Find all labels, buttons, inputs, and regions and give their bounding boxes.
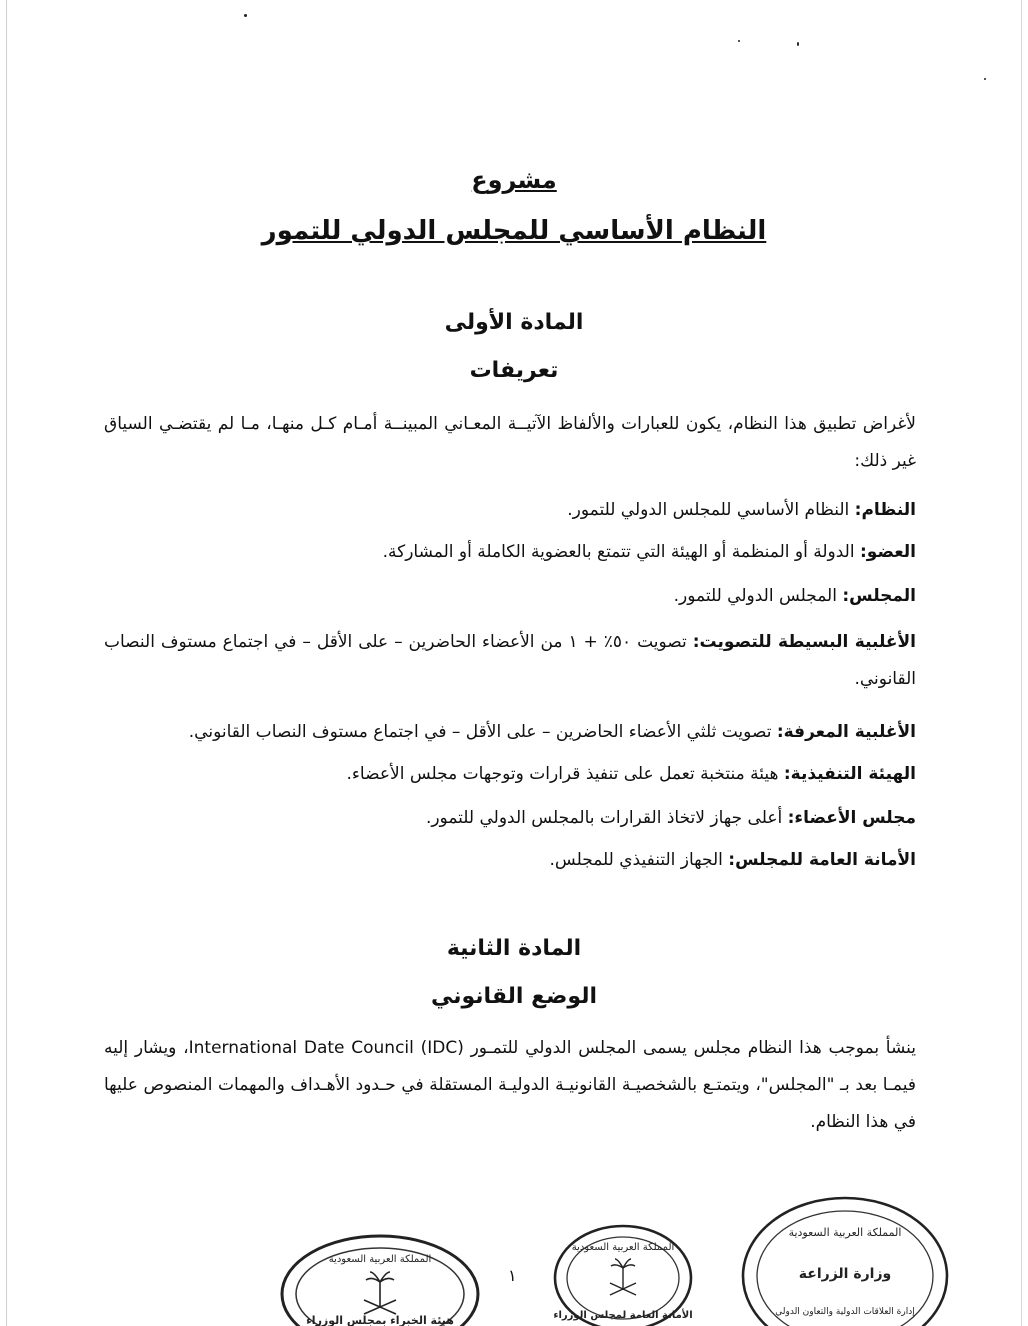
definition-term: العضو:: [859, 542, 916, 562]
definition-item: [104, 800, 916, 837]
seal-top-text: المملكة العربية السعودية: [571, 1242, 675, 1253]
seal-bottom-text: الأمانة العامة لمجلس الوزراء: [553, 1310, 693, 1321]
article-2-subheading: الوضع القانوني: [430, 984, 597, 1009]
definition-text: المجلس الدولي للتمور.: [673, 586, 837, 606]
definition-text: النظام الأساسي للمجلس الدولي للتمور.: [567, 500, 850, 520]
definition-item: [104, 492, 916, 529]
document-title-prefix: مشروع: [471, 166, 557, 194]
seal-middle-text: وزارة الزراعة: [798, 1266, 892, 1282]
palm-swords-emblem-icon: [364, 1272, 396, 1314]
article-2-text-after: ، ويشار إليه فيمـا بعد بـ "المجلس"، ويتمتـع بالشخصيـة القانونيـة الدوليـة المستقلة في حـدود الأهـداف والمهمات المنصوص عليها في هذا النظام.: [104, 1038, 916, 1132]
scan-edge-left: [6, 0, 7, 1326]
experts-bureau-seal: [276, 1230, 484, 1326]
definition-text: هيئة منتخبة تعمل على تنفيذ قرارات وتوجهات مجلس الأعضاء.: [346, 764, 779, 784]
article-2-heading: المادة الثانية: [446, 936, 582, 961]
seal-bottom-text: هيئة الخبراء بمجلس الوزراء: [306, 1314, 454, 1326]
definition-term: الأغلبية المعرفة:: [776, 722, 916, 742]
definition-term: الأمانة العامة للمجلس:: [728, 850, 916, 870]
council-secretariat-seal: [550, 1218, 696, 1326]
definition-term: المجلس:: [842, 586, 916, 606]
article-2-text: [104, 1030, 916, 1141]
seal-top-text: المملكة العربية السعودية: [788, 1226, 902, 1239]
scan-speck: [244, 14, 247, 17]
definition-text: الجهاز التنفيذي للمجلس.: [549, 850, 723, 870]
definition-term: النظام:: [854, 500, 916, 520]
seal-bottom-text: إدارة العلاقات الدولية والتعاون الدولي: [775, 1307, 915, 1317]
definition-item: [104, 578, 916, 615]
definition-term: مجلس الأعضاء:: [787, 808, 916, 828]
article-1-heading: المادة الأولى: [444, 310, 584, 335]
article-2-text-before: ينشأ بموجب هذا النظام مجلس يسمى المجلس الدولي للتمـور: [470, 1038, 916, 1058]
definition-term: الأغلبية البسيطة للتصويت:: [692, 632, 916, 652]
definition-item: [104, 624, 916, 698]
definition-item: [104, 714, 916, 751]
scan-speck: [797, 42, 799, 46]
ministry-of-agriculture-seal: [738, 1192, 952, 1326]
definition-text: تصويت ٥٠٪ + ١ من الأعضاء الحاضرين – على الأقل – في اجتماع مستوف النصاب القانوني.: [104, 632, 916, 689]
definition-text: أعلى جهاز لاتخاذ القرارات بالمجلس الدولي للتمور.: [425, 808, 783, 828]
document-title: النظام الأساسي للمجلس الدولي للتمور: [261, 216, 767, 246]
scan-edge-right: [1021, 0, 1022, 1326]
definition-term: الهيئة التنفيذية:: [783, 764, 916, 784]
definition-item: [104, 756, 916, 793]
definition-item: [104, 842, 916, 879]
page-number: ١: [508, 1266, 517, 1285]
seal-top-text: المملكة العربية السعودية: [328, 1254, 432, 1265]
scan-speck: [738, 40, 740, 42]
definition-text: الدولة أو المنظمة أو الهيئة التي تتمتع بالعضوية الكاملة أو المشاركة.: [382, 542, 855, 562]
palm-swords-emblem-icon: [610, 1259, 636, 1295]
article-1-intro: لأغراض تطبيق هذا النظام، يكون للعبارات والألفاظ الآتيــة المعـاني المبينــة أمـام كـل منهـا، مـا لم يقتضـي السياق غير ذلك:: [104, 414, 916, 471]
council-english-name: International Date Council (IDC): [188, 1038, 464, 1058]
definition-text: تصويت ثلثي الأعضاء الحاضرين – على الأقل – في اجتماع مستوف النصاب القانوني.: [188, 722, 772, 742]
scan-speck: [984, 78, 986, 80]
definition-item: [104, 534, 916, 571]
article-1-subheading: تعريفات: [469, 358, 559, 383]
